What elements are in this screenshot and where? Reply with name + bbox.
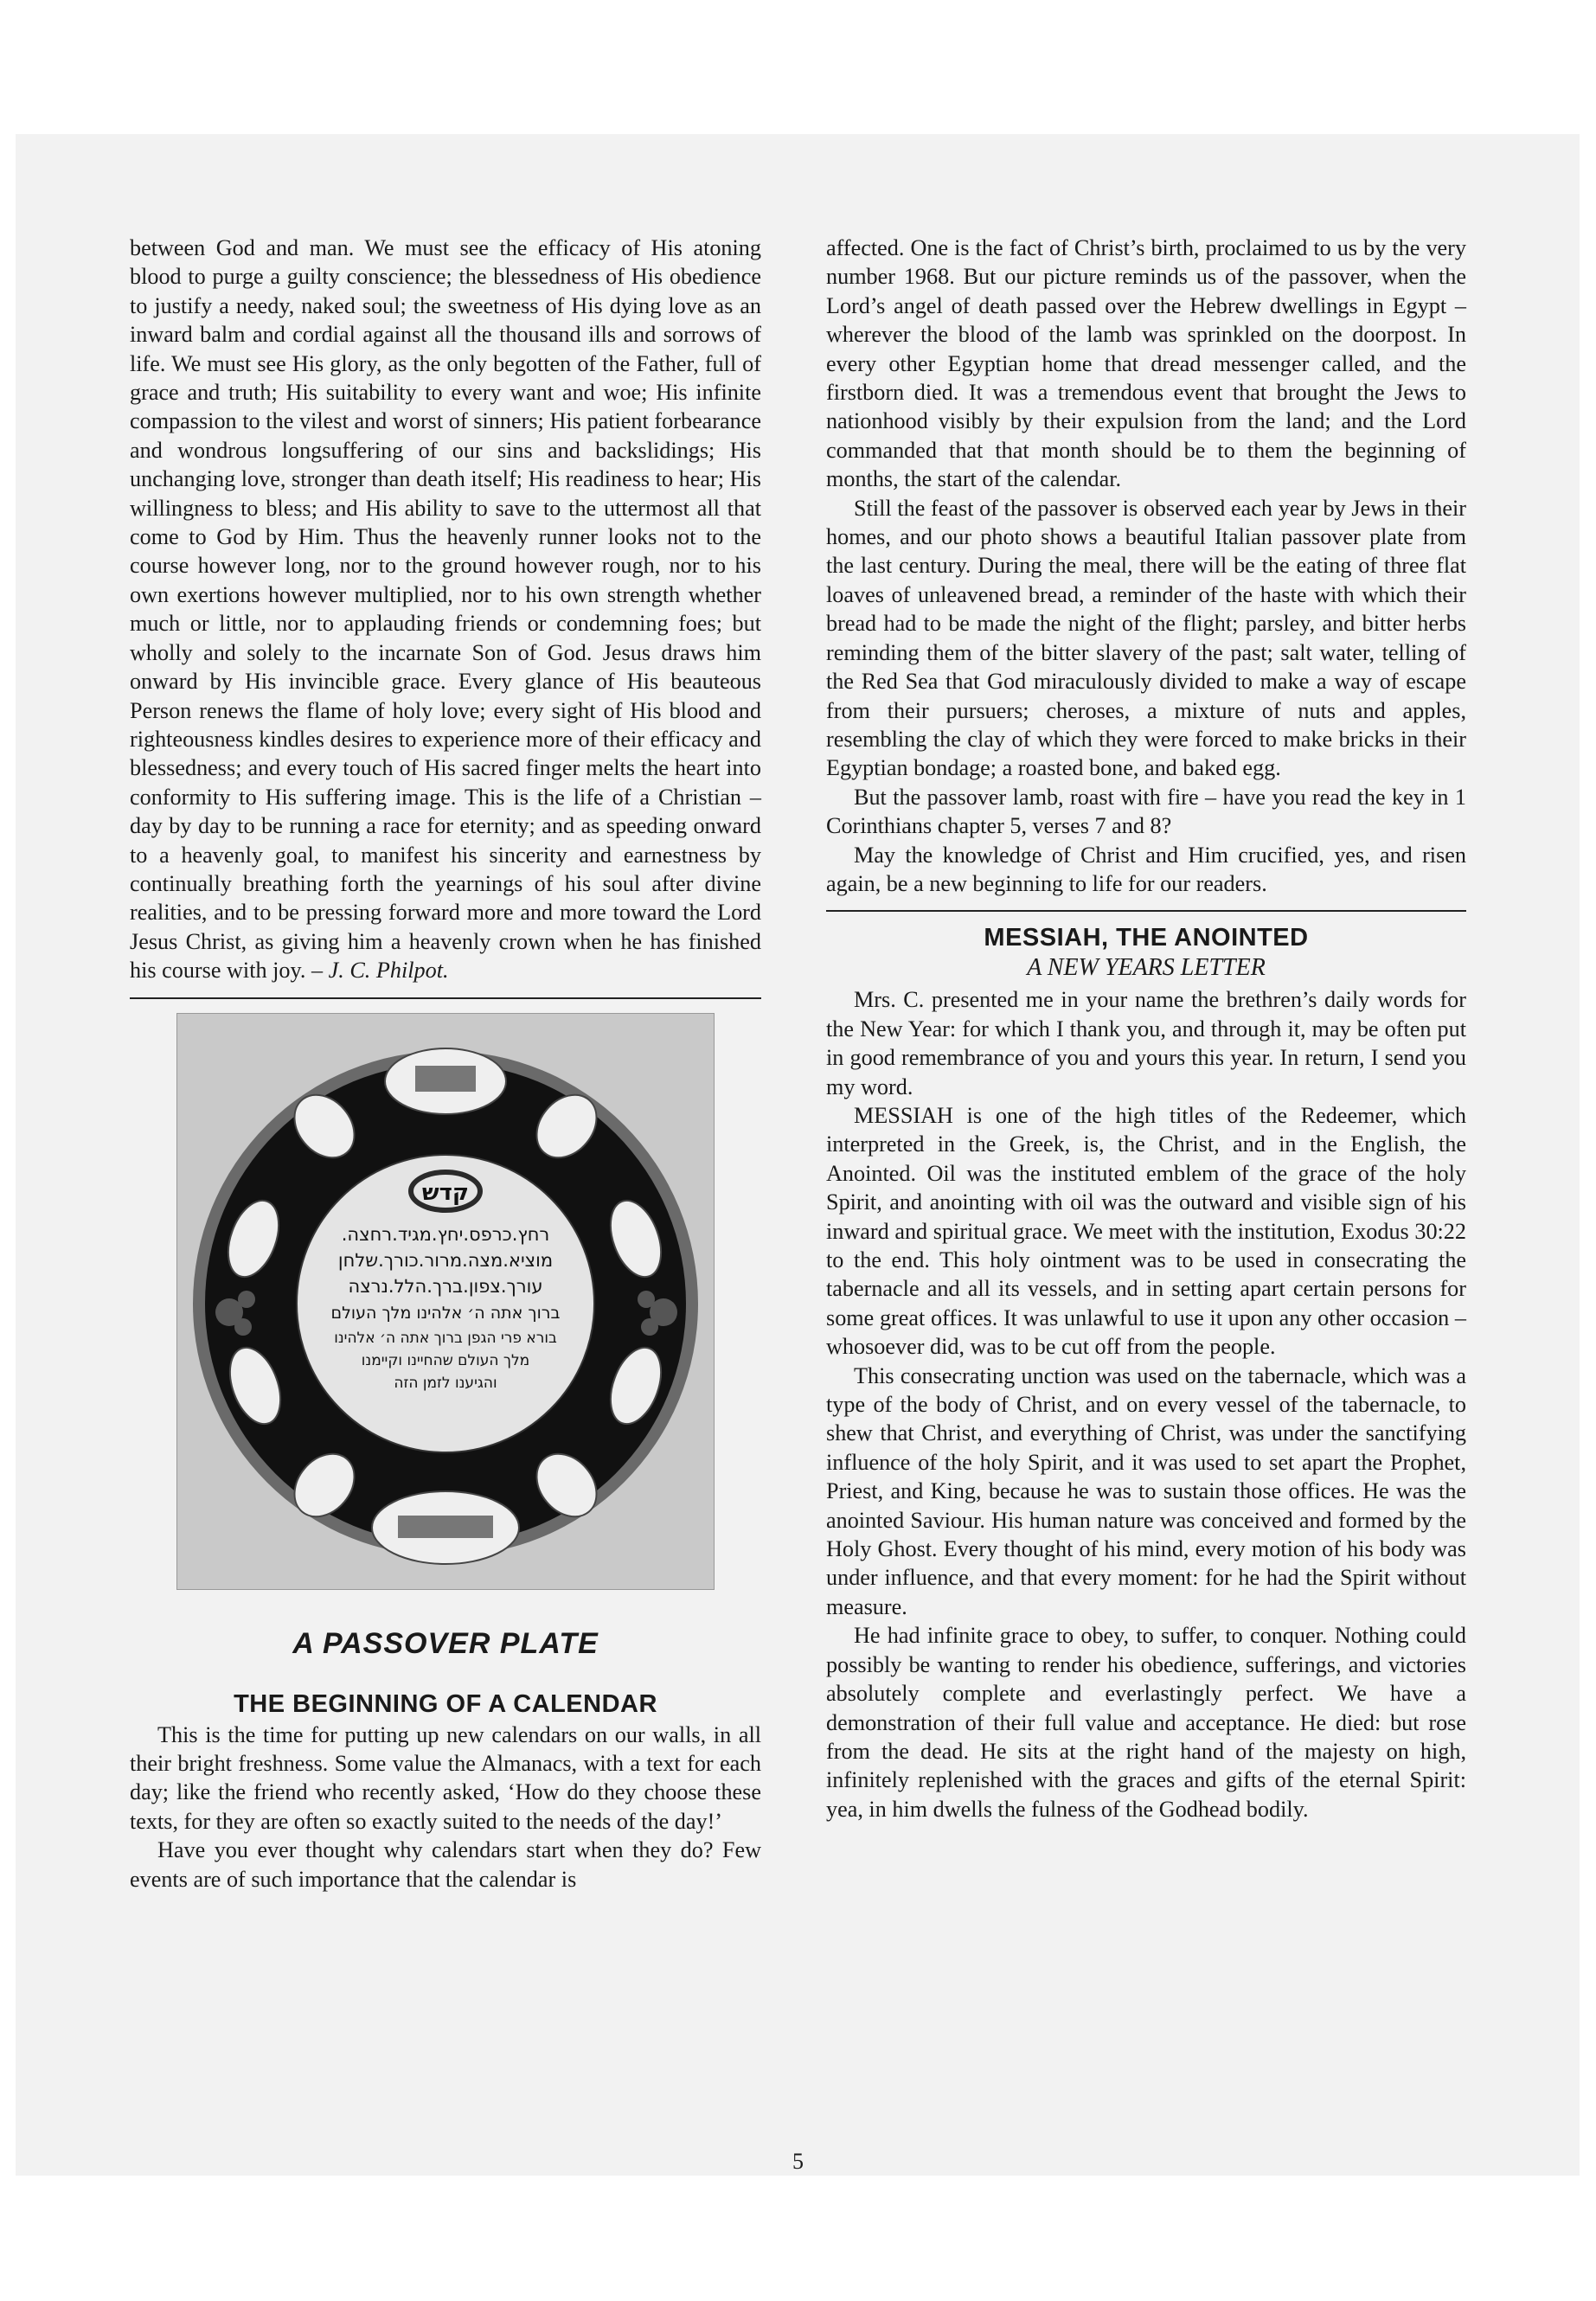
plate-center-word: קדש <box>421 1179 470 1206</box>
plate-caption: A PASSOVER PLATE <box>292 1626 599 1660</box>
passover-plate-image <box>177 1014 714 1589</box>
passover-paragraph: But the passover lamb, roast with fire – have you read the key in 1 Corinthians chapter 5, verses 7 and 8? <box>826 784 1466 839</box>
signature: J. C. Philpot. <box>328 958 449 984</box>
section-divider <box>130 997 761 999</box>
passover-paragraph: affected. One is the fact of Christ’s birth, proclaimed to us by the very number 1968. But our picture reminds us of the passover, when the Lord’s angel of death passed over the Hebrew dwellings in Egypt – wherever the blood of the lamb was sprinkled on the doorpost. In every other Egyptian home that dread messenger called, and the firstborn died. It was a tremendous event that brought the Jews to nationhood visibly by their expulsion from the land; and the Lord commanded that that month should be to them the beginning of months, the start of the calendar. <box>826 235 1466 492</box>
messiah-paragraph: MESSIAH is one of the high titles of the Redeemer, which interpreted in the Greek, is, the Christ, and in the English, the Anointed. Oil was the instituted emblem of the grace of the holy Spirit, and anointing with oil was the outward and visible sign of his inward and spiritual grace. We meet with the institution, Exodus 30:22 to the end. This holy ointment was to be used in consecrating the tabernacle and all its vessels, and in setting apart certain persons for some great offices. It was unlawful to use it upon any other occasion – whosoever did, was to be cut off from the people. <box>826 1102 1466 1360</box>
plate-text-line: והגיענו לזמן הזה <box>394 1374 497 1392</box>
left-column <box>130 234 761 1894</box>
passover-paragraph: May the knowledge of Christ and Him crucified, yes, and risen again, be a new beginning to life for our readers. <box>826 842 1466 896</box>
calendar-paragraph: Have you ever thought why calendars start when they do? Few events are of such importance that the calendar is <box>130 1837 761 1892</box>
page-number: 5 <box>792 2149 804 2174</box>
messiah-subheading: A NEW YEARS LETTER <box>1027 954 1266 982</box>
plate-text-line: מוציא.מצה.מרור.כורך.שלחן <box>337 1249 554 1271</box>
plate-text-line: ברוך אתה ה׳ אלהינו מלך העולם <box>330 1303 561 1323</box>
section-divider <box>826 910 1466 912</box>
messiah-paragraph: Mrs. C. presented me in your name the brethren’s daily words for the New Year: for which I thank you, and through it, may be often put in good remembrance of you and yours this year. In return, I send you my word. <box>826 987 1466 1099</box>
messiah-heading: MESSIAH, THE ANOINTED <box>984 924 1309 952</box>
calendar-paragraph: This is the time for putting up new calendars on our walls, in all their bright freshness. Some value the Almanacs, with a text for each day; like the friend who recently asked, ‘How do they choose these texts, for they are often so exactly suited to the needs of the day!’ <box>130 1721 761 1834</box>
right-column <box>826 234 1466 1823</box>
plate-text-line: עורך.צפון.ברך.הלל.נרצה <box>348 1275 543 1297</box>
plate-text-line: בורא פרי הגפן ברוך אתה ה׳ אלהינו <box>334 1329 557 1347</box>
plate-photo <box>130 1013 761 1601</box>
plate-photo-frame <box>176 1013 715 1590</box>
plate-text-line: .רחץ.כרפס.יחץ.מגיד.רחצה <box>341 1223 550 1245</box>
messiah-paragraph: He had infinite grace to obey, to suffer, to conquer. Nothing could possibly be wanting to render his obedience, sufferings, and victories absolutely complete and everlastingly perfect. We have a demonstration of their full value and acceptance. He died: but rose from the dead. He sits at the right hand of the majesty on high, infinitely replenished with the graces and gifts of the eternal Spirit: yea, in him dwells the fulness of the Godhead bodily. <box>826 1623 1466 1822</box>
passover-paragraph: Still the feast of the passover is observed each year by Jews in their homes, and our photo shows a beautiful Italian passover plate from the last century. During the meal, there will be the eating of three flat loaves of unleavened bread, a reminder of the haste with which their bread had to be made the night of the flight; parsley, and bitter herbs reminding them of the bitter slavery of the past; salt water, telling of the Red Sea that God miraculously divided to make a way of escape from their pursuers; cheroses, a mixture of nuts and apples, resembling the clay of which they were forced to make bricks in their Egyptian bondage; a roasted bone, and baked egg. <box>826 495 1466 781</box>
messiah-paragraph: This consecrating unction was used on the tabernacle, which was a type of the body of Christ, and on every vessel of the tabernacle, to shew that Christ, and everything of Christ, was under the sanctifying influence of the holy Spirit, and it was used to set apart the Prophet, Priest, and King, because he was to sustain those offices. He was the anointed Saviour. His human nature was conceived and formed by the Holy Ghost. Every thought of his mind, every motion of his body was under influence, and that every moment: for he had the Spirit without measure. <box>826 1362 1466 1619</box>
plate-text-line: מלך העולם שהחיינו וקיימנו <box>361 1351 530 1369</box>
calendar-heading: THE BEGINNING OF A CALENDAR <box>234 1689 657 1718</box>
philpot-paragraph: between God and man. We must see the efficacy of His atoning blood to purge a guilty conscience; the blessedness of His obedience to justify a needy, naked soul; the sweetness of His dying love as an inward balm and cordial against all the thousand ills and sorrows of life. We must see His glory, as the only begotten of the Father, full of grace and truth; His suitability to every want and woe; His infinite compassion to the vilest and worst of sinners; His patient forbearance and wondrous longsuffering of our sins and backslidings; His unchanging love, stronger than death itself; His readiness to hear; His willingness to bless; and His ability to save to the uttermost all that come to God by Him. Thus the heavenly runner looks not to the course however long, nor to the ground however rough, nor to his own exertions however multiplied, nor to his own strength whether much or little, nor to applauding friends or condemning foes; but wholly and solely to the incarnate Son of God. Jesus draws him onward by His invincible grace. Every glance of His beauteous Person renews the flame of holy love; every sight of His blood and righteousness kindles desires to experience more of their efficacy and blessedness; and every touch of His sacred finger melts the heart into conformity to His suffering image. This is the life of a Christian – day by day to be running a race for eternity; and as speeding onward to a heavenly goal, to manifest his sincerity and earnestness by continually breathing forth the yearnings of his soul after divine realities, and to be pressing forward more and more toward the Lord Jesus Christ, as giving him a heavenly crown when he has finished his course with joy. – J. C. Philpot. <box>130 235 761 984</box>
